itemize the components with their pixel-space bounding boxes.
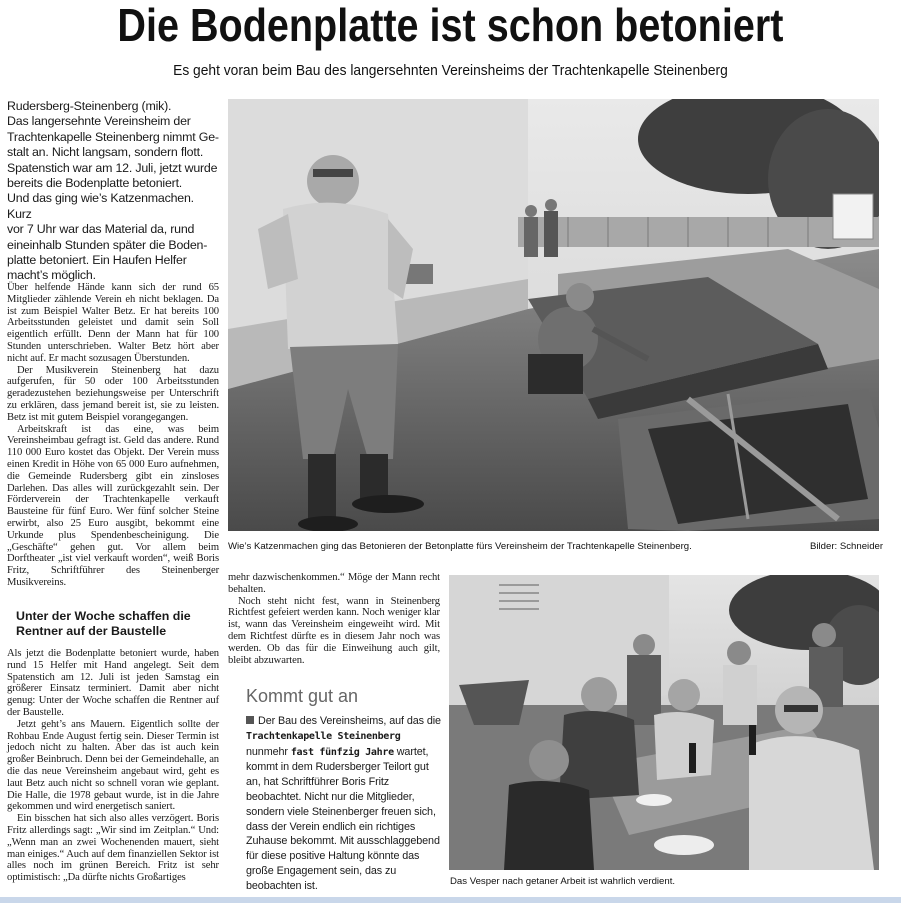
lead-line: bereits die Bodenplatte betoniert. — [7, 176, 183, 191]
body-paragraph: Jetzt geht’s ans Mauern. Eigentlich sollte der Rohbau Ende August fertig sein. Dieser Termin ist jedoch nicht zu halten. Aber das ist auch kein großer Beinbruch. Denn bei der Gemeindehalle, an die das neue Vereinsheim angebaut wird, geht es laut Betz auch nicht so schnell voran wie geplant. Die Halle, die 1978 gebaut wurde, ist in die Jahre gekommen und wird energetisch saniert. — [7, 718, 219, 813]
body-paragraph: Noch steht nicht fest, wann in Steinenberg Richtfest gefeiert werden kann. Noch weniger klar ist, wann das Vereinsheim eingeweiht wird. Mit dem Richtfest dürfte es in diesem Jahr noch was werden. Ob das für die Einweihung auch gilt, bleibt abzuwarten. — [228, 595, 440, 666]
photo-vesper — [449, 575, 879, 870]
body-paragraph: Arbeitskraft ist das eine, was beim Vereinsheimbau gefragt ist. Geld das andere. Rund 110 000 Euro kostet das Objekt. Der Verein muss einen Kredit in Höhe von 65 000 Euro aufnehmen, die Gemeinde Rudersberg gibt ein zinsloses Darlehen. Das alles will zurückgezahlt sein. Der Förderverein der Trachtenkapelle verkauft Bausteine für fünf Euro. Wer fünf solcher Steine erwirbt, also 25 Euro ausgibt, bekommt eine Urkunde plus Spendenbescheinigung. Die „Geschäfte“ gehen gut. Vor allem beim Dorftheater „ist viel verkauft worden“, weiß Boris Fritz, Schriftführer des Steinenberger Musikvereins. — [7, 423, 219, 588]
infobox-text-part: wartet, kommt in dem Rudersberger Teilort gut an, hat Schriftführer Boris Fritz beobachtet. Nicht nur die Mitglieder, sondern viele Steinenberger freuen sich, dass der Verein endlich ein richtiges Zuhause bekommt. Mit ausschlaggebend für diese positive Haltung könnte das große Engagement sein, das zu beobachten ist. — [246, 745, 440, 892]
photo-caption: Wie’s Katzenmachen ging das Betonieren der Betonplatte fürs Vereinsheim der Trachtenkapelle Steinenberg. — [228, 541, 692, 552]
body-column-2 — [228, 572, 440, 666]
photo-concreting — [228, 99, 879, 531]
lead-line: macht’s möglich. — [7, 268, 96, 283]
body-column-1b — [7, 648, 219, 884]
square-bullet-icon — [246, 716, 254, 724]
infobox-bold-part: Trachtenkapelle Steinenberg — [246, 730, 401, 742]
photo-caption: Das Vesper nach getaner Arbeit ist wahrlich verdient. — [450, 876, 676, 887]
body-paragraph: Der Musikverein Steinenberg hat dazu aufgerufen, für 50 oder 100 Arbeitsstunden geradezustehen beziehungsweise per Unterschrift zu erklären, dass jemand bereit ist, sie zu leisten. Betz ist mit gutem Beispiel vorangegangen. — [7, 364, 219, 423]
photo-credit: Bilder: Schneider — [810, 541, 884, 552]
lead-line: Rudersberg-Steinenberg (mik). — [7, 99, 172, 113]
infobox-text-part: nunmehr — [246, 745, 288, 758]
body-paragraph: Über helfende Hände kann sich der rund 65 Mitglieder zählende Verein eh nicht beklagen. Da ist zum Beispiel Walter Betz. Er hat bereits 100 Arbeitsstunden geleistet und damit sein Soll eigentlich erfüllt. Denn der Mann hat für 100 Stunden unterschrieben. Walter Betz hört aber nicht auf. Er macht sozusagen Überstunden. — [7, 282, 219, 364]
body-column-1 — [7, 282, 219, 589]
subheadline: Es geht voran beim Bau des langersehnten Vereinsheims der Trachtenkapelle Steinenberg — [173, 62, 728, 79]
lead-line: platte betoniert. Ein Haufen Helfer — [7, 253, 187, 268]
lead-line: vor 7 Uhr war das Material da, rund — [7, 222, 195, 237]
headline: Die Bodenplatte ist schon betoniert — [117, 0, 784, 51]
section-subhead: Unter der Woche schaffen die Rentner auf der Baustelle — [16, 609, 191, 638]
infobox-text — [246, 714, 442, 894]
lead-line: stalt an. Nicht langsam, sondern flott. — [7, 145, 204, 160]
lead-line: Spatenstich war am 12. Juli, jetzt wurde — [7, 160, 218, 175]
lead-paragraph — [7, 99, 219, 284]
infobox-bold-part: fast fünfzig Jahre — [290, 746, 394, 758]
infobox-title: Kommt gut an — [246, 686, 359, 706]
lead-line: Und das ging wie’s Katzenmachen. Kurz — [7, 191, 194, 221]
body-paragraph: Ein bisschen hat sich also alles verzögert. Boris Fritz allerdings sagt: „Wir sind im Zeitplan.“ Und: „Wenn man an zwei Wochenenden mauert, sieht man einiges.“ Auch auf dem finanziellen Sektor ist alles noch im grünen Bereich. Fritz ist sehr optimistisch: „Da dürfte nichts Großartiges — [7, 813, 219, 884]
bottom-rule — [0, 897, 901, 903]
lead-line: eineinhalb Stunden später die Boden- — [7, 237, 208, 252]
body-paragraph: Als jetzt die Bodenplatte betoniert wurde, haben rund 15 Helfer mit Hand angelegt. Seit dem Spatenstich am 12. Juli ist jeden Samstag ein größerer Einsatz terminiert. Damit aber nicht genug: Unter der Woche schaffen die Rentner auf der Baustelle. — [7, 648, 219, 718]
infobox-text-part: Der Bau des Vereinsheims, auf das die — [258, 715, 441, 727]
lead-line: Trachtenkapelle Steinenberg nimmt Ge- — [7, 129, 219, 144]
lead-line: Das langersehnte Vereinsheim der — [7, 114, 191, 129]
body-paragraph: mehr dazwischenkommen.“ Möge der Mann recht behalten. — [228, 572, 440, 595]
